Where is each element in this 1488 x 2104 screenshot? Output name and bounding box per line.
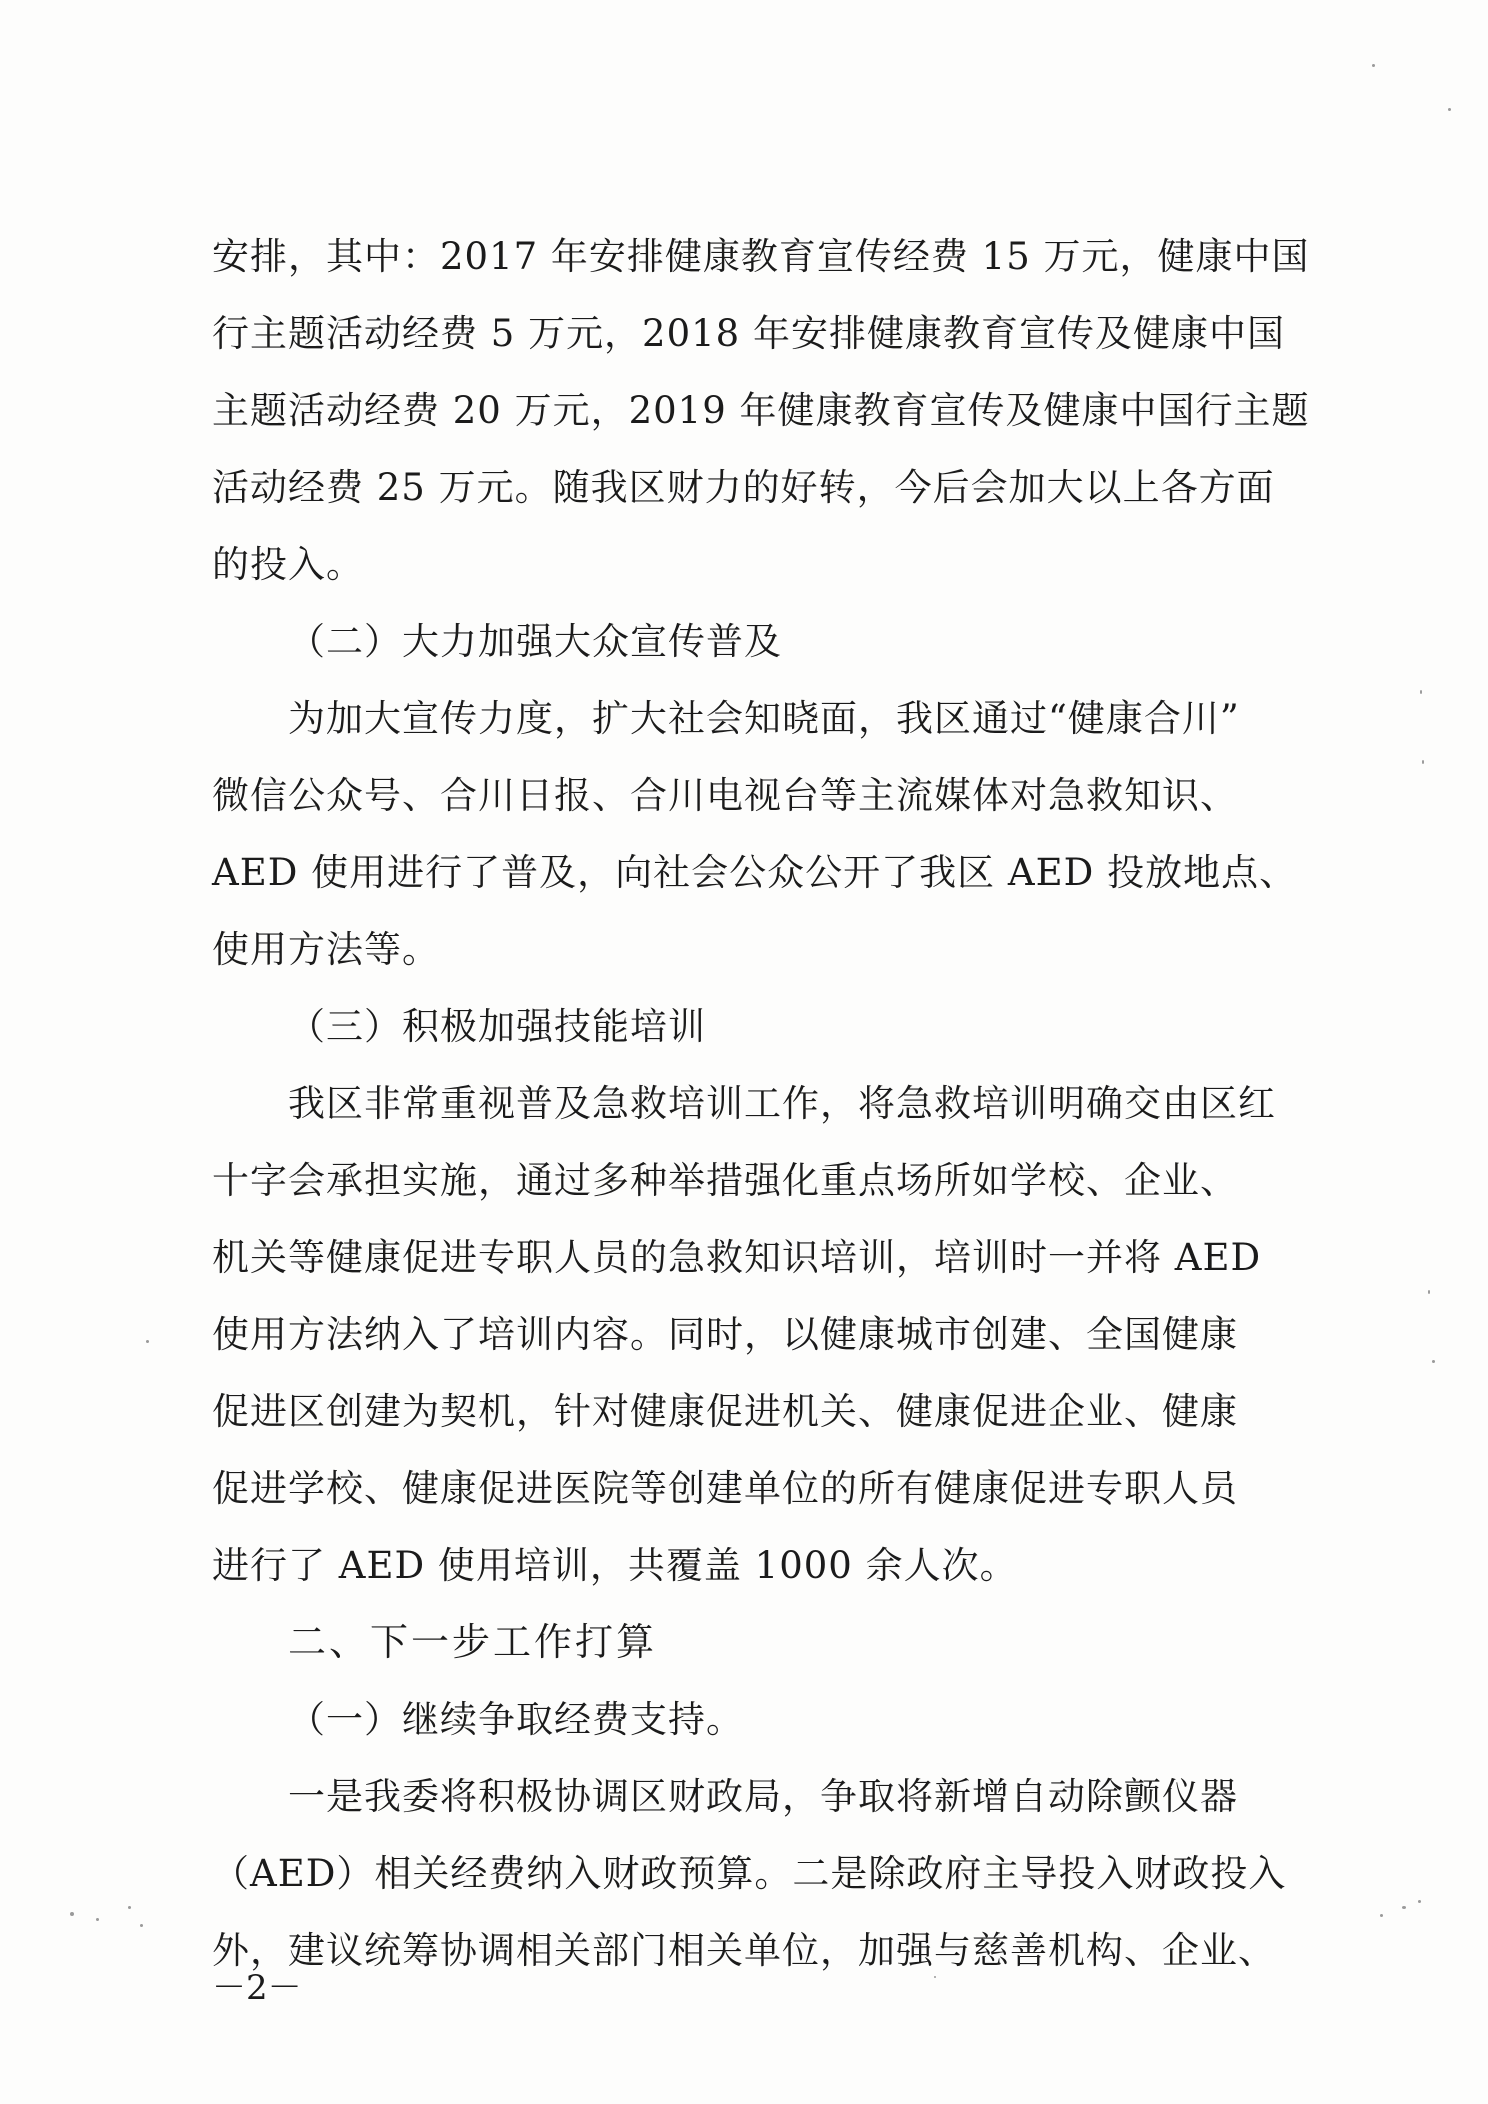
body-line: 促进学校、健康促进医院等创建单位的所有健康促进专职人员 (212, 1467, 1238, 1510)
scan-speck (1402, 1906, 1406, 1909)
body-line: （AED）相关经费纳入财政预算。二是除政府主导投入财政投入 (212, 1852, 1287, 1895)
scan-speck (146, 1340, 149, 1343)
body-line: AED 使用进行了普及，向社会公众公开了我区 AED 投放地点、 (212, 851, 1298, 894)
scan-speck (96, 1918, 99, 1921)
paragraph-start-line: 为加大宣传力度，扩大社会知晓面，我区通过“健康合川” (288, 697, 1240, 740)
body-line: 安排，其中：2017 年安排健康教育宣传经费 15 万元，健康中国 (212, 235, 1310, 278)
body-line: 使用方法纳入了培训内容。同时，以健康城市创建、全国健康 (212, 1313, 1238, 1356)
major-heading: 二、下一步工作打算 (288, 1620, 658, 1664)
scan-speck (1420, 690, 1422, 694)
body-line: 主题活动经费 20 万元，2019 年健康教育宣传及健康中国行主题 (212, 389, 1310, 432)
document-body (212, 218, 1318, 1989)
paragraph-start-line: 一是我委将积极协调区财政局，争取将新增自动除颤仪器 (288, 1775, 1238, 1818)
body-line: 进行了 AED 使用培训，共覆盖 1000 余人次。 (212, 1544, 1018, 1587)
scan-speck (1418, 1900, 1421, 1903)
scan-speck (1448, 108, 1451, 111)
section-heading: （二）大力加强大众宣传普及 (288, 620, 782, 663)
page-number: －2－ (212, 1968, 302, 2008)
scan-speck (1432, 1360, 1435, 1363)
scan-speck (140, 1924, 143, 1927)
scan-speck (1372, 64, 1375, 67)
body-line: 外，建议统筹协调相关部门相关单位，加强与慈善机构、企业、 (212, 1929, 1276, 1972)
section-heading: （一）继续争取经费支持。 (288, 1698, 744, 1741)
scan-speck (1422, 760, 1424, 764)
body-line: 微信公众号、合川日报、合川电视台等主流媒体对急救知识、 (212, 774, 1238, 817)
body-line: 十字会承担实施，通过多种举措强化重点场所如学校、企业、 (212, 1159, 1238, 1202)
paragraph-start-line: 我区非常重视普及急救培训工作，将急救培训明确交由区红 (288, 1082, 1276, 1125)
body-line: 的投入。 (212, 543, 364, 586)
scan-speck (934, 1976, 936, 1978)
body-line: 活动经费 25 万元。随我区财力的好转，今后会加大以上各方面 (212, 466, 1275, 509)
body-line: 行主题活动经费 5 万元，2018 年安排健康教育宣传及健康中国 (212, 312, 1285, 355)
scan-speck (70, 1912, 74, 1916)
body-line: 使用方法等。 (212, 928, 440, 971)
scan-speck (128, 1906, 131, 1909)
scan-speck (1428, 1290, 1430, 1294)
body-line: 机关等健康促进专职人员的急救知识培训，培训时一并将 AED (212, 1236, 1262, 1279)
body-line: 促进区创建为契机，针对健康促进机关、健康促进企业、健康 (212, 1390, 1238, 1433)
section-heading: （三）积极加强技能培训 (288, 1005, 706, 1048)
scan-speck (1380, 1914, 1383, 1917)
